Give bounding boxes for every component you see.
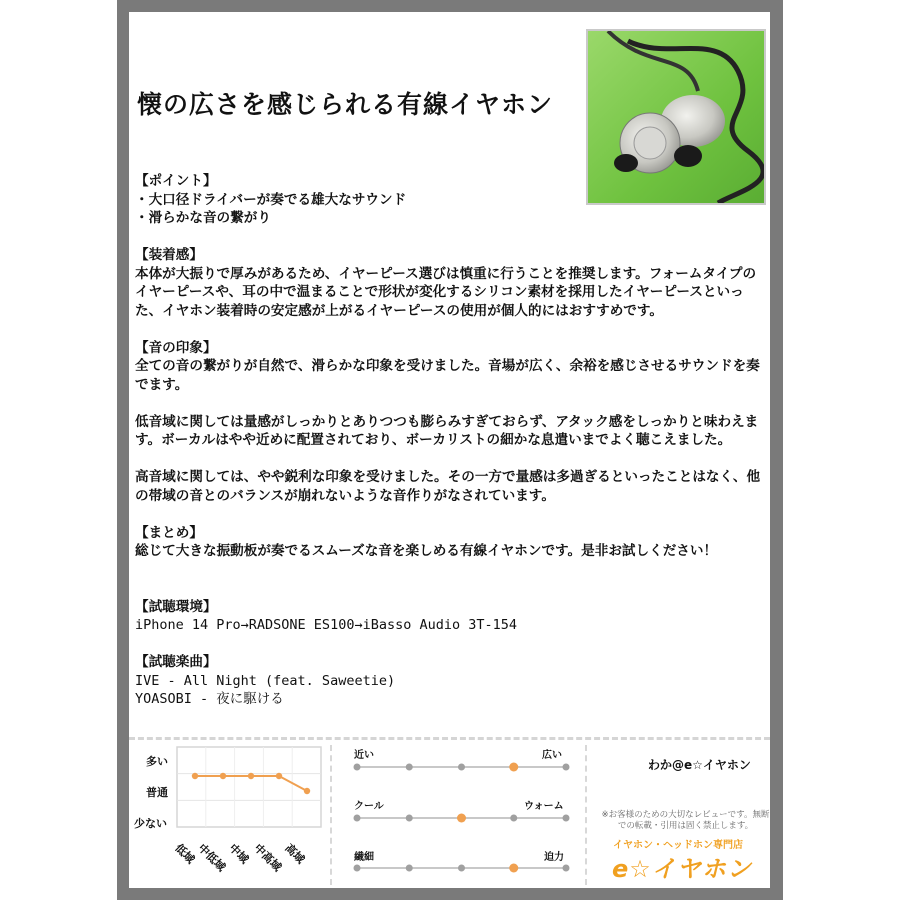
x-tick-label: 中域 bbox=[226, 841, 252, 867]
copyright-note: ※お客様のための大切なレビューです。無断での転載・引用は固く禁止します。 bbox=[601, 810, 770, 831]
y-tick-label: 多い bbox=[146, 755, 168, 768]
song-line: IVE - All Night (feat. Saweetie) bbox=[135, 672, 396, 689]
slider-marker bbox=[509, 763, 518, 772]
data-point bbox=[248, 773, 254, 779]
slider-right-label: ウォーム bbox=[524, 801, 564, 812]
slider-step bbox=[458, 865, 465, 872]
y-tick-label: 普通 bbox=[146, 786, 168, 799]
shop-logo: e☆イヤホン bbox=[612, 855, 752, 883]
point-line: ・滑らかな音の繋がり bbox=[135, 210, 271, 226]
env-heading: 【試聴環境】 bbox=[135, 598, 217, 615]
reviewer-name: わか@e☆イヤホン bbox=[648, 758, 751, 772]
slider-step bbox=[510, 815, 517, 822]
fit-text: 本体が大振りで厚みがあるため、イヤーピース選びは慎重に行うことを推奨します。フォームタイプのイヤーピースや、耳の中で温まることで形状が変化するシリコン素材を採用したイヤーピースといった、イヤホン装着時の安定感が上がるイヤーピースの使用が個人的にはおすすめです。 bbox=[135, 265, 757, 319]
point-heading: 【ポイント】 bbox=[135, 173, 217, 189]
shop-subtitle: イヤホン・ヘッドホン専門店 bbox=[613, 840, 743, 851]
column-divider bbox=[585, 745, 587, 885]
x-tick-label: 低域 bbox=[172, 841, 198, 867]
review-body bbox=[135, 172, 765, 709]
slider-step bbox=[354, 815, 361, 822]
slider-step bbox=[563, 815, 570, 822]
y-tick-label: 少ない bbox=[134, 817, 167, 830]
column-divider bbox=[330, 745, 332, 885]
slider-step bbox=[354, 865, 361, 872]
x-tick-label: 中低域 bbox=[195, 841, 228, 874]
fit-heading: 【装着感】 bbox=[135, 247, 203, 263]
sound-paragraph: 高音域に関しては、やや鋭利な印象を受けました。その一方で量感は多過ぎるといったことはなく、他の帯域の音とのバランスが崩れないような音作りがなされています。 bbox=[135, 469, 761, 504]
sound-paragraph: 低音域に関しては量感がしっかりとありつつも膨らみすぎておらず、アタック感をしっかりと味わえます。ボーカルはやや近めに配置されており、ボーカリストの細かな息遣いまでよく聴こえました。 bbox=[135, 413, 759, 448]
sound-paragraph: 全ての音の繋がりが自然で、滑らかな印象を受けました。音場が広く、余裕を感じさせるサウンドを奏でます。 bbox=[135, 358, 760, 393]
slider-left-label: 近い bbox=[354, 750, 374, 761]
slider-marker bbox=[509, 864, 518, 873]
slider-left-label: クール bbox=[354, 801, 384, 812]
data-point bbox=[304, 788, 310, 794]
section-divider bbox=[129, 737, 770, 740]
slider-step bbox=[406, 865, 413, 872]
data-point bbox=[220, 773, 226, 779]
data-point bbox=[192, 773, 198, 779]
impact-slider bbox=[352, 861, 572, 875]
summary-heading: 【まとめ】 bbox=[135, 524, 203, 541]
song-line: YOASOBI - 夜に駆ける bbox=[135, 691, 284, 707]
env-text: iPhone 14 Pro→RADSONE ES100→iBasso Audio 3T-154 bbox=[135, 617, 518, 633]
slider-step bbox=[406, 764, 413, 771]
summary-text: 総じて大きな振動板が奏でるスムーズな音を楽しめる有線イヤホンです。是非お試しください！ bbox=[135, 543, 718, 559]
sound-heading: 【音の印象】 bbox=[135, 339, 217, 356]
slider-step bbox=[563, 764, 570, 771]
slider-right-label: 迫力 bbox=[544, 852, 564, 863]
songs-heading: 【試聴楽曲】 bbox=[135, 654, 217, 670]
x-tick-label: 高域 bbox=[282, 841, 308, 867]
soundstage-slider bbox=[352, 760, 572, 774]
slider-step bbox=[458, 764, 465, 771]
slider-left-label: 繊細 bbox=[354, 852, 374, 863]
data-point bbox=[276, 773, 282, 779]
slider-marker bbox=[457, 814, 466, 823]
tonality-slider bbox=[352, 811, 572, 825]
slider-step bbox=[406, 815, 413, 822]
point-line: ・大口径ドライバーが奏でる雄大なサウンド bbox=[135, 191, 407, 208]
page-title: 懐の広さを感じられる有線イヤホン bbox=[137, 90, 554, 119]
frequency-chart bbox=[175, 743, 325, 833]
slider-step bbox=[563, 865, 570, 872]
x-tick-label: 中高域 bbox=[251, 841, 284, 874]
slider-step bbox=[354, 764, 361, 771]
slider-right-label: 広い bbox=[542, 750, 562, 761]
